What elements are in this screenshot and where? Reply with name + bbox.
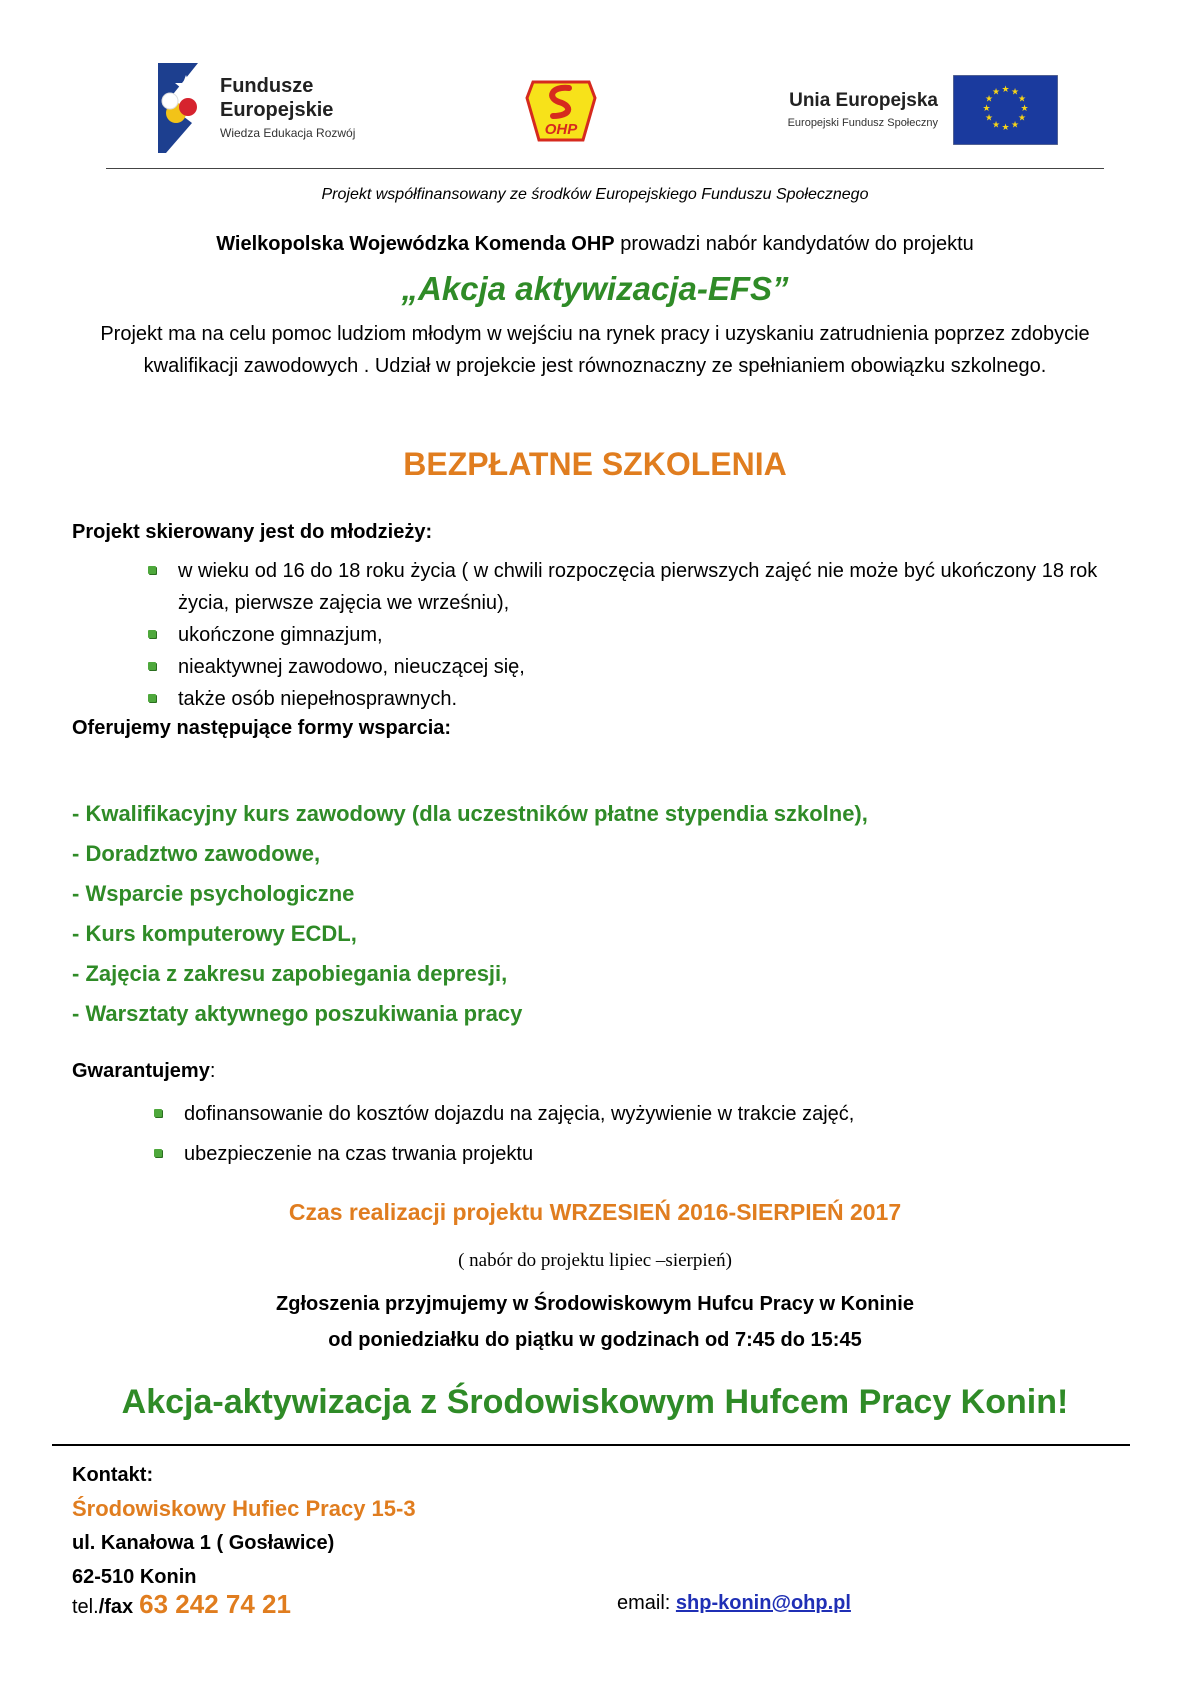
contact-unit: Środowiskowy Hufiec Pracy 15-3: [72, 1496, 416, 1521]
list-item: [144, 619, 1104, 651]
svg-text:★: ★: [982, 104, 991, 114]
support-list: [72, 794, 868, 1034]
contact-city: 62-510 Konin: [72, 1566, 197, 1588]
contact-phone: [72, 1589, 291, 1620]
eu-flag-icon: [953, 75, 1058, 145]
list-item: [150, 1094, 1050, 1134]
contact-street: ul. Kanałowa 1 ( Gosławice): [72, 1532, 335, 1554]
intro-line: [0, 233, 1190, 256]
fe-title-line2: Europejskie: [220, 99, 334, 121]
email-label: email:: [617, 1592, 676, 1614]
target-item-3: nieaktywnej zawodowo, nieuczącej się,: [178, 656, 525, 678]
list-item: [144, 683, 1104, 715]
ohp-logo-mark-icon: [523, 78, 599, 144]
guarantee-item-1: dofinansowanie do kosztów dojazdu na zajęcia, wyżywienie w trakcie zajęć,: [184, 1103, 855, 1125]
ue-title: Unia Europejska: [789, 90, 938, 111]
project-description: Projekt ma na celu pomoc ludziom młodym w wejściu na rynek pracy i uzyskaniu zatrudnienia poprzez zdobycie kwalifikacji zawodowych . Udział w projekcie jest równoznaczny ze spełnianiem obowiązku szkolnego.: [100, 323, 1090, 377]
svg-text:★: ★: [1010, 87, 1020, 98]
intro-rest: prowadzi nabór kandydatów do projektu: [614, 233, 974, 255]
target-heading: Projekt skierowany jest do młodzieży:: [72, 521, 433, 543]
contact-label: Kontakt:: [72, 1464, 154, 1486]
contact-email: [617, 1592, 851, 1615]
guarantee-heading-colon: :: [209, 1060, 216, 1082]
support-item-5: - Zajęcia z zakresu zapobiegania depresji,: [72, 961, 508, 986]
support-item-2: - Doradztwo zawodowe,: [72, 841, 321, 866]
guarantee-item-2: ubezpieczenie na czas trwania projektu: [184, 1143, 534, 1165]
application-info: [0, 1286, 1190, 1358]
project-period: Czas realizacji projektu WRZESIEŃ 2016-SIERPIEŃ 2017: [288, 1199, 902, 1225]
fe-subtitle: Wiedza Edukacja Rozwój: [220, 126, 356, 140]
project-title: „Akcja aktywizacja-EFS”: [401, 270, 789, 307]
bullet-icon: [148, 630, 156, 638]
application-line-2: od poniedziałku do piątku w godzinach od 7:45 do 15:45: [328, 1329, 862, 1351]
support-heading: Oferujemy następujące formy wsparcia:: [72, 717, 452, 739]
support-item-4: - Kurs komputerowy ECDL,: [72, 921, 357, 946]
bullet-icon: [154, 1109, 162, 1117]
tel-label: [72, 1596, 133, 1618]
guarantee-heading: [72, 1060, 215, 1083]
guarantee-heading-text: Gwarantujemy: [72, 1060, 210, 1082]
free-training-heading: BEZPŁATNE SZKOLENIA: [403, 446, 787, 482]
list-item: [144, 555, 1104, 619]
support-item-6: - Warsztaty aktywnego poszukiwania pracy: [72, 1001, 523, 1026]
fe-logo-text: [220, 74, 355, 140]
application-line-1: Zgłoszenia przyjmujemy w Środowiskowym Hufcu Pracy w Koninie: [276, 1293, 914, 1315]
bullet-icon: [148, 662, 156, 670]
slogan: Akcja-aktywizacja z Środowiskowym Hufcem Pracy Konin!: [121, 1383, 1069, 1421]
fe-logo-mark-icon: [158, 63, 218, 153]
footer-divider: [52, 1444, 1130, 1446]
fe-title-line1: Fundusze: [220, 75, 314, 97]
target-item-2: ukończone gimnazjum,: [178, 624, 383, 646]
target-item-4: także osób niepełnosprawnych.: [178, 688, 458, 710]
guarantee-list: [150, 1094, 1050, 1174]
support-item-1: - Kwalifikacyjny kurs zawodowy (dla uczestników płatne stypendia szkolne),: [72, 801, 868, 826]
target-item-1: w wieku od 16 do 18 roku życia ( w chwili rozpoczęcia pierwszych zajęć nie może być ukończony 18 rok życia, pierwsze zajęcia we wrześniu),: [178, 560, 1098, 614]
tel-label-b: /fax: [98, 1596, 134, 1618]
recruitment-period: ( nabór do projektu lipiec –sierpień): [458, 1250, 732, 1271]
eu-flag: [953, 75, 1058, 145]
target-list: [144, 555, 1104, 715]
svg-text:★: ★: [1001, 123, 1010, 133]
svg-text:★: ★: [1001, 85, 1010, 95]
svg-text:★: ★: [1017, 94, 1027, 105]
contact-block: [72, 1458, 416, 1594]
organizer-name: Wielkopolska Wojewódzka Komenda OHP: [216, 233, 615, 255]
ohp-logo-text: OHP: [544, 121, 578, 138]
bullet-icon: [148, 566, 156, 574]
support-item-3: - Wsparcie psychologiczne: [72, 881, 355, 906]
header-divider: [106, 168, 1104, 169]
bullet-icon: [154, 1149, 162, 1157]
svg-text:★: ★: [984, 94, 994, 105]
svg-text:★: ★: [991, 120, 1001, 131]
cofinancing-note: Projekt współfinansowany ze środków Europejskiego Funduszu Społecznego: [321, 186, 869, 203]
svg-text:★: ★: [1020, 104, 1029, 114]
tel-label-a: tel.: [72, 1596, 99, 1618]
ue-logo-text: [720, 90, 938, 129]
list-item: [150, 1134, 1050, 1174]
svg-text:★: ★: [1017, 113, 1027, 124]
svg-text:★: ★: [991, 87, 1001, 98]
tel-number: 63 242 74 21: [139, 1589, 291, 1619]
ue-subtitle: Europejski Fundusz Społeczny: [787, 117, 938, 129]
list-item: [144, 651, 1104, 683]
svg-text:★: ★: [984, 113, 994, 124]
email-link[interactable]: shp-konin@ohp.pl: [675, 1592, 851, 1614]
svg-text:★: ★: [1010, 120, 1020, 131]
ohp-logo: [523, 78, 599, 144]
bullet-icon: [148, 694, 156, 702]
